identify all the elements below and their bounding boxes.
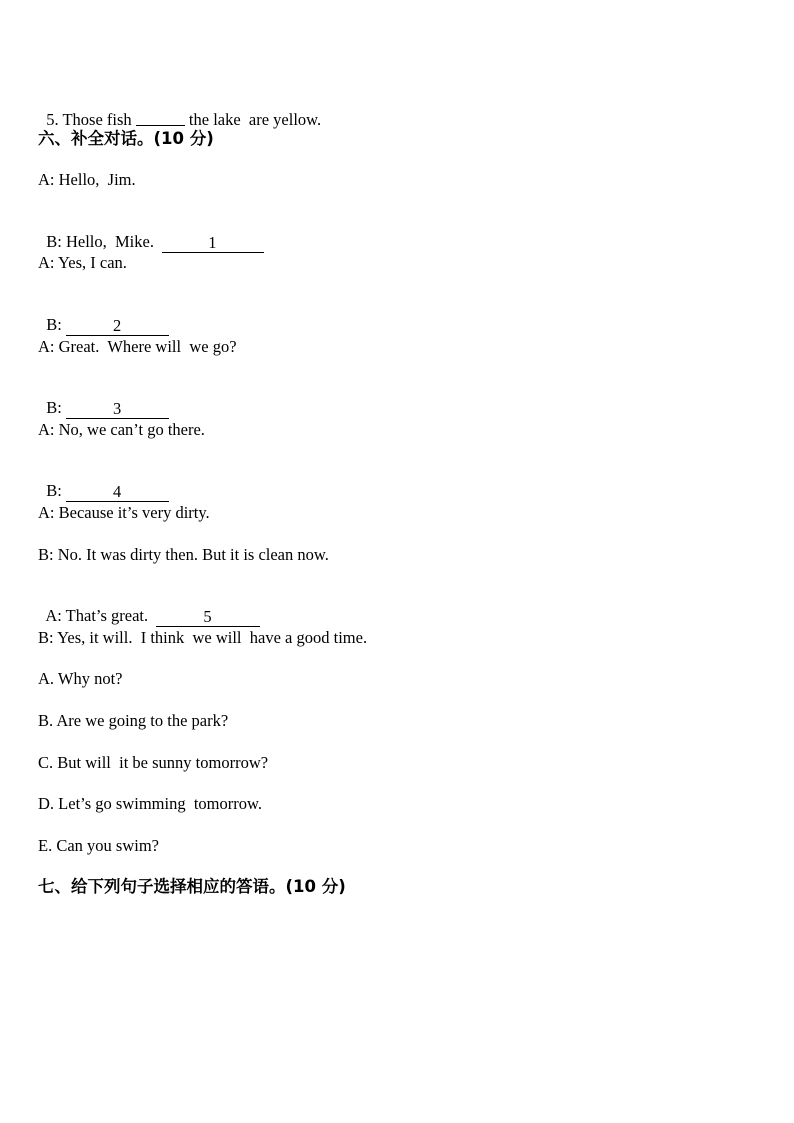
numbered-blank-3: [66, 400, 169, 419]
question-5-text-before: 5. Those fish: [46, 110, 136, 129]
section-6-title: 六、补全对话。(10 分): [38, 129, 214, 148]
dialogue-line-3: A: Yes, I can.: [38, 253, 127, 272]
blank-number-3: 3: [112, 399, 122, 418]
dialogue-line-8: [38, 461, 169, 501]
answer-blank: [136, 108, 185, 126]
dialogue-line-12: B: Yes, it will. I think we will have a good time.: [38, 628, 368, 647]
dialogue-line-2-prefix: B: Hello, Mike.: [46, 232, 163, 251]
option-d: D. Let’s go swimming tomorrow.: [38, 794, 262, 813]
dialogue-line-10: B: No. It was dirty then. But it is clean now.: [38, 545, 329, 564]
numbered-blank-5: [156, 608, 259, 627]
dialogue-line-4-prefix: B:: [46, 315, 66, 334]
option-e: E. Can you swim?: [38, 836, 159, 855]
blank-number-1: 1: [208, 233, 217, 252]
dialogue-line-11-prefix: A: That’s great.: [45, 606, 157, 625]
dialogue-line-1: A: Hello, Jim.: [38, 170, 136, 189]
dialogue-line-6-prefix: B:: [46, 398, 66, 417]
dialogue-line-9: A: Because it’s very dirty.: [38, 503, 210, 522]
numbered-blank-4: [66, 483, 169, 502]
question-5-text-after: the lake are yellow.: [184, 110, 322, 129]
numbered-blank-2: [66, 317, 169, 336]
option-b: B. Are we going to the park?: [38, 711, 229, 730]
option-c: C. But will it be sunny tomorrow?: [38, 753, 269, 772]
dialogue-line-8-prefix: B:: [46, 481, 66, 500]
option-a: A. Why not?: [38, 669, 123, 688]
section-7-title: 七、给下列句子选择相应的答语。(10 分): [38, 877, 346, 896]
dialogue-line-5: A: Great. Where will we go?: [38, 337, 237, 356]
blank-number-5: 5: [203, 607, 212, 626]
blank-number-2: 2: [112, 316, 122, 335]
blank-number-4: 4: [112, 482, 122, 501]
dialogue-line-7: A: No, we can’t go there.: [38, 420, 205, 439]
dialogue-line-6: [38, 378, 169, 418]
dialogue-line-4: [38, 295, 169, 335]
numbered-blank-1: [162, 234, 264, 253]
dialogue-line-11: [38, 586, 260, 626]
dialogue-line-2: [38, 212, 264, 252]
question-5: [38, 87, 321, 130]
